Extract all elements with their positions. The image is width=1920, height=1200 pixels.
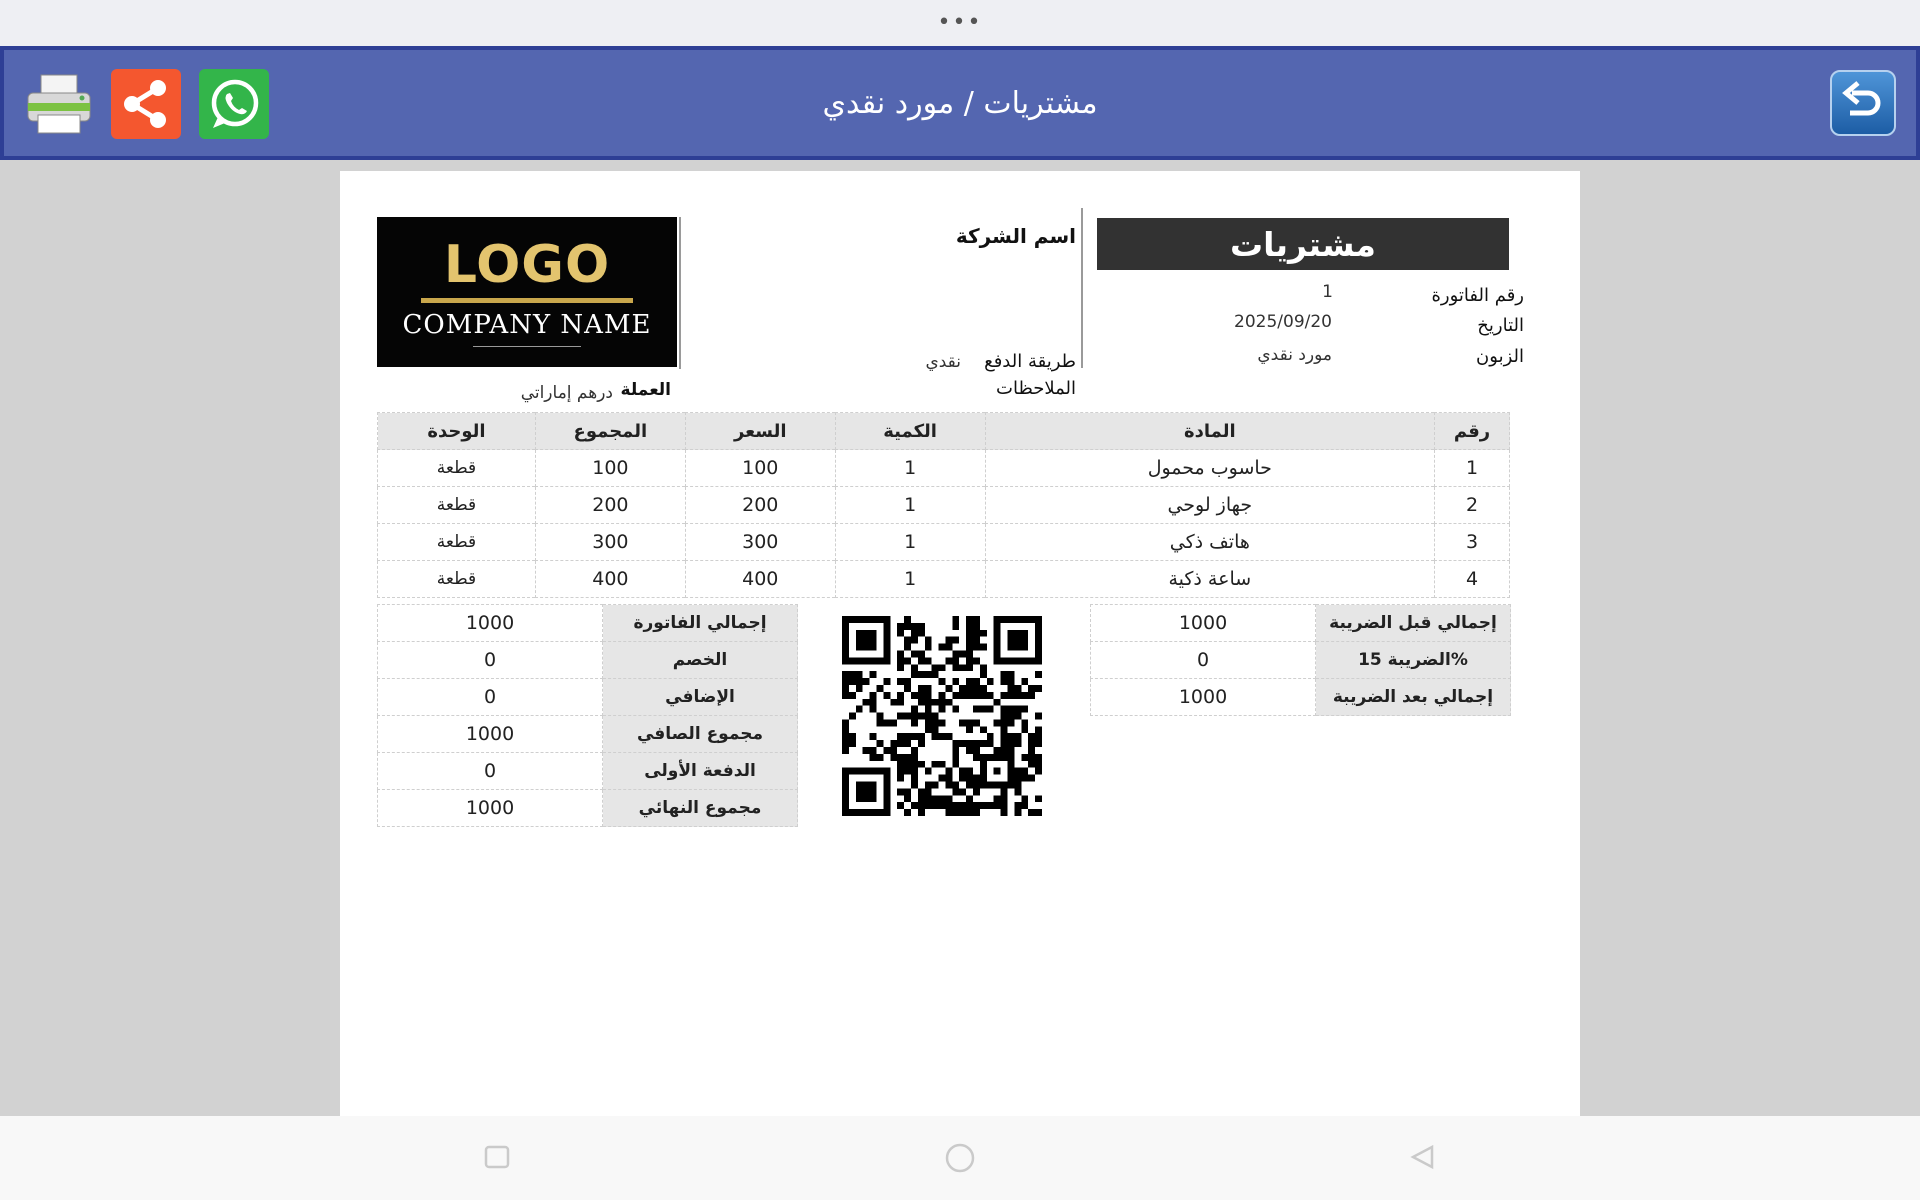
tax-row-value: 1000 bbox=[1091, 679, 1316, 716]
row-qty: 1 bbox=[835, 487, 985, 524]
totals-row bbox=[378, 790, 798, 827]
totals-row bbox=[378, 753, 798, 790]
totals-row-value: 1000 bbox=[378, 716, 603, 753]
back-button[interactable] bbox=[1830, 70, 1896, 136]
row-qty: 1 bbox=[835, 450, 985, 487]
qr-code bbox=[842, 616, 1042, 816]
row-price: 300 bbox=[685, 524, 835, 561]
invoice-no-value: 1 bbox=[1322, 282, 1333, 302]
date-label: التاريخ bbox=[1477, 315, 1524, 336]
payment-label: طريقة الدفع bbox=[984, 351, 1076, 372]
tax-row bbox=[1091, 605, 1511, 642]
back-arrow-icon bbox=[1838, 78, 1888, 128]
tax-row-label: إجمالي بعد الضريبة bbox=[1316, 679, 1511, 716]
customer-label: الزبون bbox=[1476, 346, 1524, 367]
payment-value: نقدي bbox=[925, 352, 961, 372]
row-price: 400 bbox=[685, 561, 835, 598]
table-row bbox=[378, 487, 1510, 524]
row-no: 3 bbox=[1435, 524, 1510, 561]
status-strip bbox=[0, 0, 1920, 46]
print-button[interactable] bbox=[24, 69, 94, 139]
share-icon bbox=[118, 76, 174, 132]
share-button[interactable] bbox=[111, 69, 181, 139]
row-unit: قطعة bbox=[378, 450, 536, 487]
logo-company-name: COMPANY NAME bbox=[402, 310, 652, 340]
currency-label: العملة bbox=[620, 380, 671, 400]
col-total-header: المجموع bbox=[535, 413, 685, 450]
table-row bbox=[378, 450, 1510, 487]
tax-row bbox=[1091, 679, 1511, 716]
row-total: 200 bbox=[535, 487, 685, 524]
row-item: حاسوب محمول bbox=[985, 450, 1435, 487]
divider bbox=[679, 217, 681, 369]
totals-row-value: 1000 bbox=[378, 790, 603, 827]
row-no: 2 bbox=[1435, 487, 1510, 524]
totals-table bbox=[377, 604, 798, 827]
table-header-row bbox=[378, 413, 1510, 450]
tax-row-label: الضريبة 15% bbox=[1316, 642, 1511, 679]
totals-row bbox=[378, 605, 798, 642]
tax-row-label: إجمالي قبل الضريبة bbox=[1316, 605, 1511, 642]
nav-back-icon[interactable] bbox=[1408, 1144, 1436, 1170]
invoice-no-label: رقم الفاتورة bbox=[1431, 285, 1524, 306]
items-table bbox=[377, 412, 1510, 598]
tax-summary-table bbox=[1090, 604, 1511, 716]
app-bar bbox=[0, 46, 1920, 160]
divider bbox=[1081, 208, 1083, 368]
col-unit-header: الوحدة bbox=[378, 413, 536, 450]
currency-value: درهم إماراتي bbox=[520, 383, 613, 403]
date-value: 2025/09/20 bbox=[1234, 312, 1332, 332]
totals-row-label: الخصم bbox=[603, 642, 798, 679]
row-qty: 1 bbox=[835, 561, 985, 598]
totals-row-label: إجمالي الفاتورة bbox=[603, 605, 798, 642]
table-row bbox=[378, 524, 1510, 561]
customer-value: مورد نقدي bbox=[1257, 345, 1332, 365]
logo-word: LOGO bbox=[443, 235, 611, 295]
page-title: مشتريات / مورد نقدي bbox=[822, 85, 1098, 121]
row-no: 4 bbox=[1435, 561, 1510, 598]
totals-row-value: 0 bbox=[378, 679, 603, 716]
totals-row-label: الإضافي bbox=[603, 679, 798, 716]
totals-row-value: 0 bbox=[378, 753, 603, 790]
row-unit: قطعة bbox=[378, 561, 536, 598]
totals-row-label: الدفعة الأولى bbox=[603, 753, 798, 790]
row-total: 400 bbox=[535, 561, 685, 598]
tax-row-value: 0 bbox=[1091, 642, 1316, 679]
logo-rule bbox=[421, 298, 633, 303]
invoice-paper bbox=[340, 171, 1580, 1116]
tax-row-value: 1000 bbox=[1091, 605, 1316, 642]
row-price: 100 bbox=[685, 450, 835, 487]
totals-row-label: مجموع النهائي bbox=[603, 790, 798, 827]
totals-row bbox=[378, 642, 798, 679]
whatsapp-button[interactable] bbox=[199, 69, 269, 139]
printer-icon bbox=[24, 73, 94, 135]
row-total: 300 bbox=[535, 524, 685, 561]
recent-apps-icon[interactable] bbox=[483, 1144, 511, 1170]
invoice-doc-title: مشتريات bbox=[1097, 218, 1509, 270]
system-nav-bar bbox=[0, 1116, 1920, 1200]
whatsapp-icon bbox=[205, 75, 263, 133]
row-qty: 1 bbox=[835, 524, 985, 561]
col-qty-header: الكمية bbox=[835, 413, 985, 450]
table-row bbox=[378, 561, 1510, 598]
col-no-header: رقم bbox=[1435, 413, 1510, 450]
row-item: هاتف ذكي bbox=[985, 524, 1435, 561]
row-price: 200 bbox=[685, 487, 835, 524]
totals-row-value: 1000 bbox=[378, 605, 603, 642]
row-item: ساعة ذكية bbox=[985, 561, 1435, 598]
col-price-header: السعر bbox=[685, 413, 835, 450]
company-name: اسم الشركة bbox=[955, 224, 1076, 248]
logo-underline bbox=[473, 346, 581, 347]
totals-row bbox=[378, 716, 798, 753]
row-unit: قطعة bbox=[378, 487, 536, 524]
more-dots-icon[interactable]: ••• bbox=[937, 10, 983, 35]
row-total: 100 bbox=[535, 450, 685, 487]
row-unit: قطعة bbox=[378, 524, 536, 561]
company-logo bbox=[377, 217, 677, 367]
home-icon[interactable] bbox=[944, 1142, 976, 1174]
totals-row bbox=[378, 679, 798, 716]
row-no: 1 bbox=[1435, 450, 1510, 487]
totals-row-value: 0 bbox=[378, 642, 603, 679]
tax-row bbox=[1091, 642, 1511, 679]
row-item: جهاز لوحي bbox=[985, 487, 1435, 524]
totals-row-label: مجموع الصافي bbox=[603, 716, 798, 753]
col-item-header: المادة bbox=[985, 413, 1435, 450]
notes-label: الملاحظات bbox=[996, 378, 1076, 399]
